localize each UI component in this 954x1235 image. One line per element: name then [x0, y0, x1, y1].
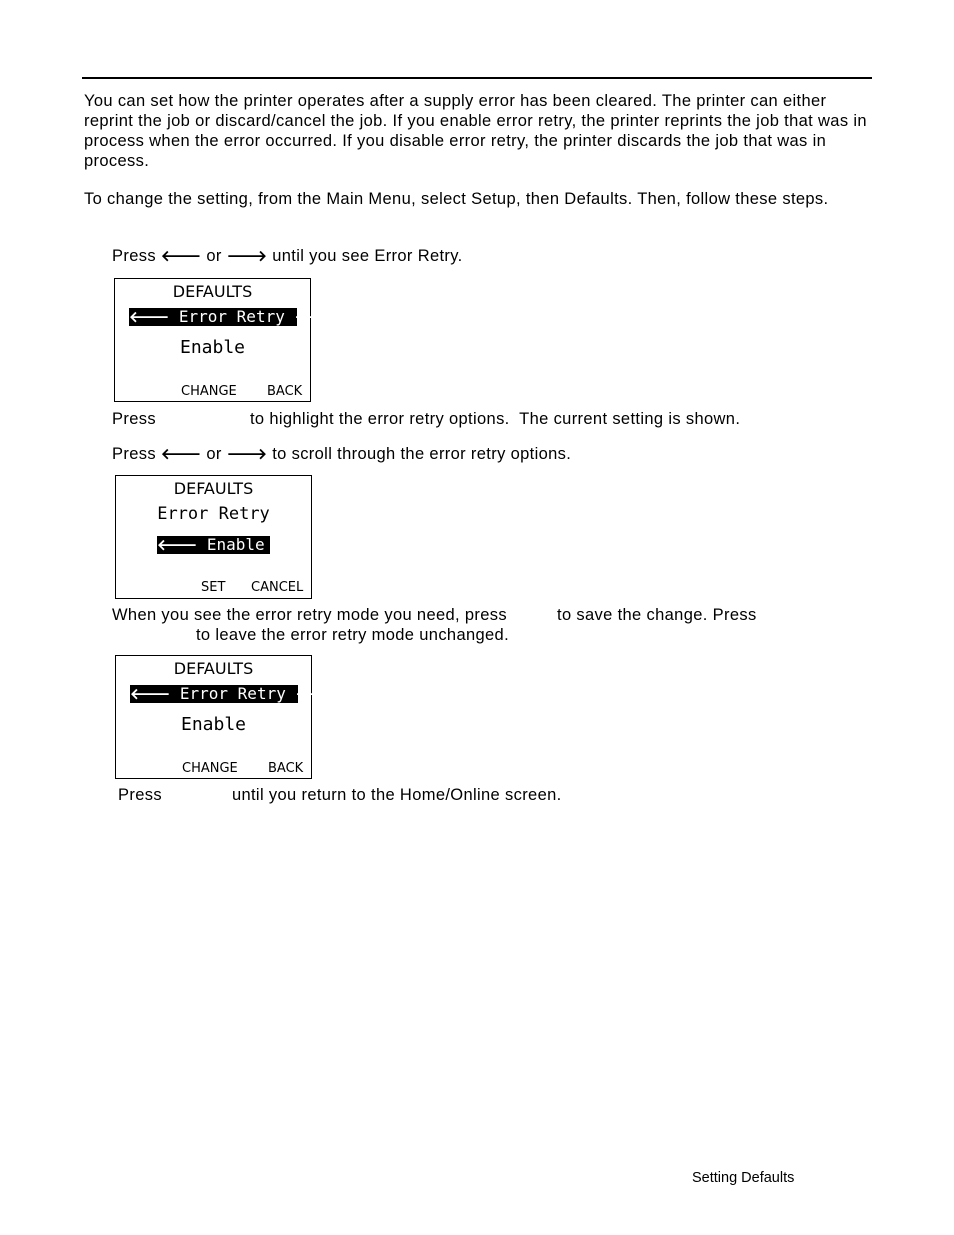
step-5: Press until you return to the Home/Online screen. [118, 786, 562, 804]
left-arrow-icon: 🡐 [160, 247, 202, 265]
screen-value: Enable [180, 714, 247, 735]
softkey-change: CHANGE [182, 761, 238, 776]
softkey-set: SET [201, 580, 226, 595]
right-arrow-icon: 🡒 [226, 445, 268, 463]
step-3: Press 🡐 or 🡒 to scroll through the error retry options. [112, 445, 572, 463]
step-2: Press to highlight the error retry options. The current setting is shown. [112, 410, 741, 428]
softkey-back: BACK [268, 761, 304, 776]
display-screen-3 [115, 655, 336, 779]
intro-paragraph-2: To change the setting, from the Main Menu, select Setup, then Defaults. Then, follow these steps. [84, 190, 829, 208]
footer-section-title: Setting Defaults [692, 1170, 795, 1186]
step-1: Press 🡐 or 🡒 until you see Error Retry. [112, 247, 463, 265]
softkey-cancel: CANCEL [251, 580, 304, 595]
step-4-line-1: When you see the error retry mode you need, press to save the change. Press [112, 606, 757, 624]
header-rule [82, 77, 872, 79]
left-arrow-icon: 🡐 [130, 685, 171, 703]
left-arrow-icon: 🡐 [160, 445, 202, 463]
intro-paragraph-1: You can set how the printer operates after a supply error has been cleared. The printer can either reprint the job or discard/cancel the job. If you enable error retry, the printer reprints the job that was in process when the error occurred. If you disable error retry, the printer discards the job that was in process. [84, 92, 867, 170]
menu-item-highlight: 🡐 Error Retry 🡒 [130, 684, 336, 703]
option-highlight: 🡐 Enable [157, 536, 270, 554]
menu-item-highlight: 🡐 Error Retry 🡒 [129, 307, 335, 326]
screen-title: DEFAULTS [173, 479, 254, 498]
screen-item: Error Retry [157, 504, 270, 524]
right-arrow-icon: 🡒 [294, 308, 335, 326]
step-4-line-2: to leave the error retry mode unchanged. [196, 626, 510, 644]
softkey-back: BACK [267, 384, 303, 399]
softkey-change: CHANGE [181, 384, 237, 399]
display-screen-1 [114, 278, 335, 402]
screen-title: DEFAULTS [172, 282, 253, 301]
screen-value: Enable [179, 337, 246, 358]
left-arrow-icon: 🡐 [157, 536, 198, 554]
display-screen-2 [115, 475, 312, 599]
right-arrow-icon: 🡒 [226, 247, 268, 265]
right-arrow-icon: 🡒 [295, 685, 336, 703]
left-arrow-icon: 🡐 [129, 308, 170, 326]
screen-title: DEFAULTS [173, 659, 254, 678]
